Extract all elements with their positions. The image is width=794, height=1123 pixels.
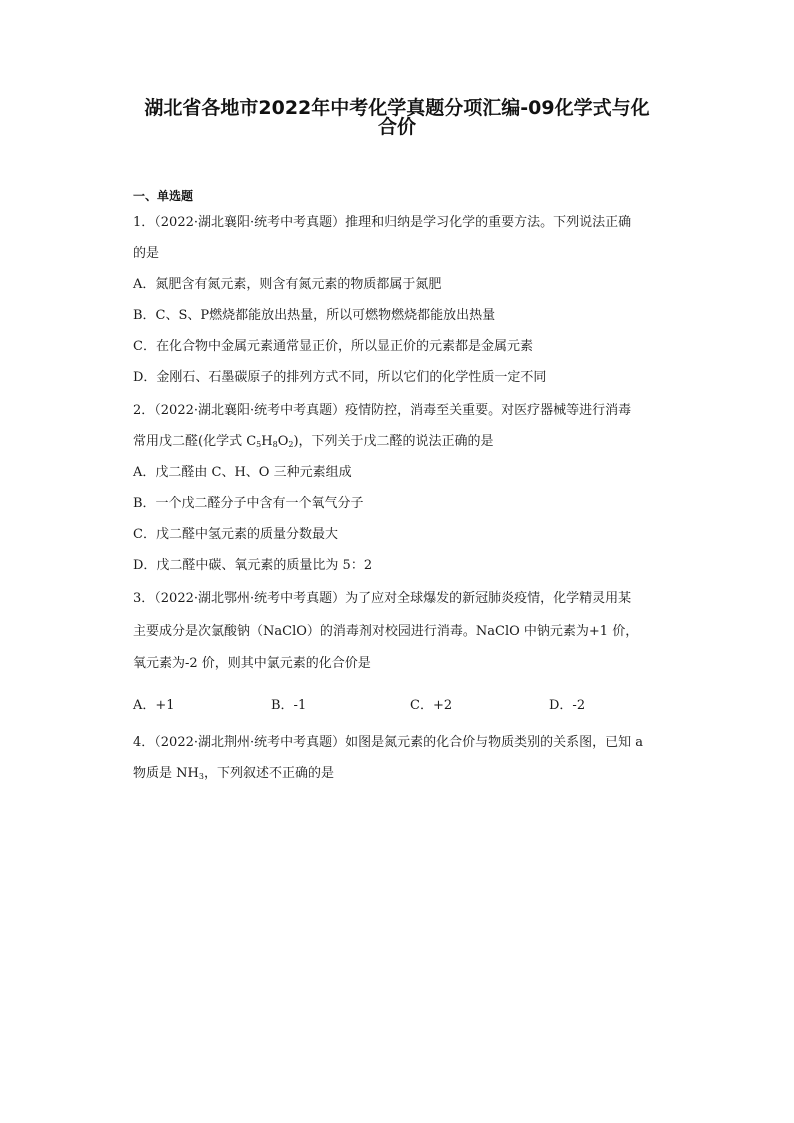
question-1-option-d: D．金刚石、石墨碳原子的排列方式不同，所以它们的化学性质一定不同	[133, 370, 547, 385]
question-1-stem-line-2: 的是	[133, 246, 160, 261]
question-3-stem-line-1: 3．（2022·湖北鄂州·统考中考真题）为了应对全球爆发的新冠肺炎疫情，化学精灵用某	[133, 591, 632, 606]
question-2-stem-text-b: H	[261, 434, 273, 449]
question-2-option-d: D．戊二醛中碳、氧元素的质量比为 5：2	[133, 558, 373, 573]
question-2-subscript-1: 5	[256, 440, 262, 449]
section-heading: 一、单选题	[133, 189, 194, 203]
question-1-option-b: B．C、S、P燃烧都能放出热量，所以可燃物燃烧都能放出热量	[133, 308, 496, 323]
question-1-stem-line-1: 1．（2022·湖北襄阳·统考中考真题）推理和归纳是学习化学的重要方法。下列说法正确	[133, 215, 632, 230]
question-4-stem-line-2	[133, 766, 334, 782]
question-2-option-c: C．戊二醛中氢元素的质量分数最大	[133, 527, 338, 542]
question-3-option-c: C．+2	[410, 698, 453, 713]
question-1-option-a: A．氮肥含有氮元素，则含有氮元素的物质都属于氮肥	[133, 277, 442, 292]
question-2-stem-text-d: )，下列关于戊二醛的说法正确的是	[293, 434, 494, 449]
question-3-option-b: B．-1	[271, 698, 307, 713]
question-2-option-a: A．戊二醛由 C、H、O 三种元素组成	[133, 465, 352, 480]
question-2-stem-line-1: 2．（2022·湖北襄阳·统考中考真题）疫情防控，消毒至关重要。对医疗器械等进行消毒	[133, 403, 632, 418]
question-4-subscript: 3	[198, 772, 204, 781]
question-2-subscript-2: 8	[272, 440, 278, 449]
question-2-stem-text-c: O	[277, 434, 289, 449]
document-title-line-1: 湖北省各地市2022年中考化学真题分项汇编-09化学式与化	[144, 97, 650, 119]
question-2-stem-line-2	[133, 434, 494, 450]
question-4-stem-line-1: 4．（2022·湖北荆州·统考中考真题）如图是氮元素的化合价与物质类别的关系图，已知 a	[133, 735, 644, 750]
question-2-subscript-3: 2	[288, 440, 294, 449]
question-4-stem-text-b: ，下列叙述不正确的是	[203, 766, 334, 781]
question-3-option-a: A．+1	[133, 698, 175, 713]
question-2-option-b: B．一个戊二醛分子中含有一个氧气分子	[133, 496, 364, 511]
question-3-stem-line-3: 氧元素为-2 价，则其中氯元素的化合价是	[133, 656, 371, 671]
question-3-stem-line-2: 主要成分是次氯酸钠（NaClO）的消毒剂对校园进行消毒。NaClO 中钠元素为+1 价，	[133, 624, 639, 639]
question-4-stem-text-a: 物质是 NH	[133, 766, 199, 781]
question-1-option-c: C．在化合物中金属元素通常显正价，所以显正价的元素都是金属元素	[133, 339, 533, 354]
document-title-line-2: 合价	[377, 116, 416, 138]
question-2-stem-text-a: 常用戊二醛(化学式 C	[133, 434, 257, 449]
question-3-option-d: D．-2	[549, 698, 586, 713]
